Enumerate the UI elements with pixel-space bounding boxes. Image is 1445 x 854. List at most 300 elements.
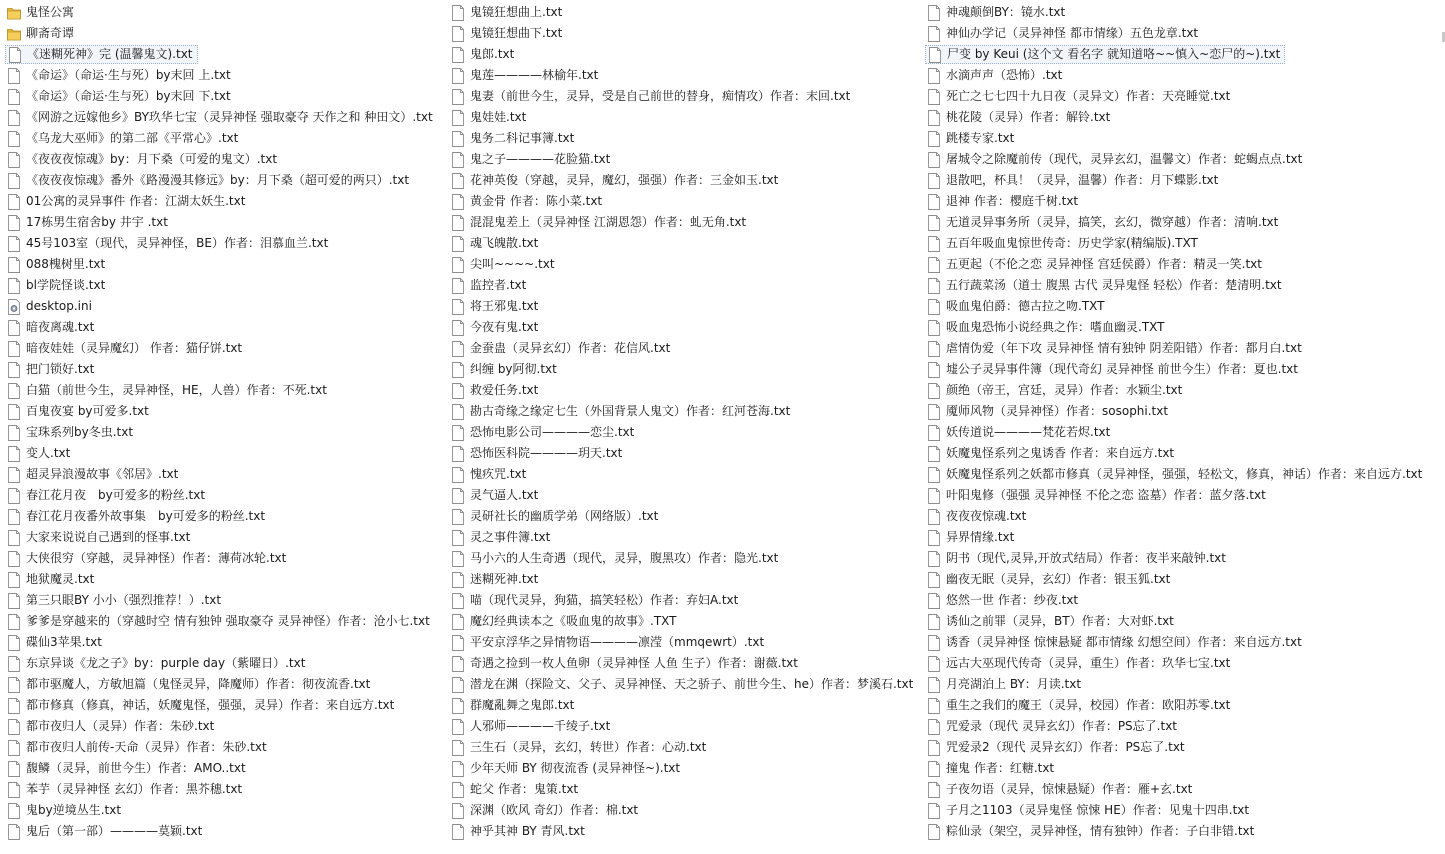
file-item[interactable] (451, 738, 706, 757)
text-file-icon (451, 89, 465, 105)
file-name-label: 45号103室（现代，灵异神怪，BE）作者：泪慕血兰.txt (26, 236, 329, 250)
text-file-icon (7, 89, 21, 105)
vertical-scrollbar[interactable] (1441, 0, 1445, 854)
file-name-label: 宝珠系列by冬虫.txt (26, 425, 134, 439)
file-name-label: 17栋男生宿舍by 井宇 .txt (26, 215, 168, 229)
file-item[interactable] (451, 759, 680, 778)
file-item[interactable] (7, 570, 94, 589)
file-name-label: 《夜夜夜惊魂》by：月下桑（可爱的鬼文）.txt (26, 152, 278, 166)
file-item[interactable] (451, 675, 913, 694)
text-file-icon (927, 278, 941, 294)
text-file-icon (927, 131, 941, 147)
text-file-icon (7, 341, 21, 357)
file-name-label: 喵（现代灵异，狗猫，搞笑轻松）作者：弃妇A.txt (470, 593, 739, 607)
file-name-label: 五更起（不伦之恋 灵异神怪 宫廷侯爵）作者：精灵一笑.txt (946, 257, 1262, 271)
file-name-label: 魔幻经典读本之《吸血鬼的故事》.TXT (470, 614, 677, 628)
text-file-icon (451, 404, 465, 420)
file-item[interactable] (927, 87, 1230, 106)
file-name-label: 死亡之七七四十九日夜（灵异文）作者：天亮睡觉.txt (946, 89, 1231, 103)
settings-file-icon (7, 299, 21, 315)
text-file-icon (7, 215, 21, 231)
text-file-icon (927, 551, 941, 567)
text-file-icon (7, 110, 21, 126)
file-item[interactable] (925, 45, 1285, 64)
file-item[interactable] (7, 255, 105, 274)
text-file-icon (927, 362, 941, 378)
file-name-label: 都市驱魔人，方敏旭篇（鬼怪灵异，降魔师）作者：彻夜流香.txt (26, 677, 371, 691)
text-file-icon (927, 614, 941, 630)
text-file-icon (927, 425, 941, 441)
text-file-icon (927, 152, 941, 168)
text-file-icon (451, 278, 465, 294)
text-file-icon (927, 257, 941, 273)
file-name-label: 灵之事件簿.txt (470, 530, 551, 544)
text-file-icon (451, 614, 465, 630)
file-item[interactable] (7, 717, 214, 736)
file-item[interactable] (451, 276, 526, 295)
file-name-label: 吸血鬼恐怖小说经典之作：嗜血幽灵.TXT (946, 320, 1165, 334)
file-item[interactable] (451, 507, 658, 526)
text-file-icon (7, 383, 21, 399)
text-file-icon (451, 467, 465, 483)
file-item[interactable] (7, 612, 430, 631)
text-file-icon (927, 530, 941, 546)
folder-icon (7, 5, 21, 21)
file-item[interactable] (451, 717, 610, 736)
text-file-icon (451, 362, 465, 378)
file-name-label: 聊斋奇谭 (26, 26, 75, 40)
file-item[interactable] (451, 213, 746, 232)
file-item[interactable] (927, 24, 1198, 43)
file-item[interactable] (927, 297, 1105, 316)
file-item[interactable] (451, 549, 778, 568)
file-name-label: 蛇父 作者：鬼策.txt (470, 782, 579, 796)
folder-item[interactable] (7, 24, 74, 43)
file-name-label: 灵气逼人.txt (470, 488, 539, 502)
file-item[interactable] (927, 192, 1078, 211)
file-name-label: 神魂颠倒BY：镜水.txt (946, 5, 1066, 19)
file-name-label: 颜绝（帝王，宫廷，灵异）作者：水颖尘.txt (946, 383, 1183, 397)
text-file-icon (927, 446, 941, 462)
file-item[interactable] (7, 423, 133, 442)
text-file-icon (451, 152, 465, 168)
file-name-label: 诱香（灵异神怪 惊悚悬疑 都市情缘 幻想空间）作者：来自远方.txt (946, 635, 1302, 649)
file-name-label: 爹爹是穿越来的（穿越时空 情有独钟 强取豪夺 灵异神怪）作者：沧小七.txt (26, 614, 430, 628)
file-name-label: 鬼镜狂想曲下.txt (470, 26, 563, 40)
file-item[interactable] (927, 738, 1185, 757)
file-name-label: 魇师风物（灵异神怪）作者：sosophi.txt (946, 404, 1169, 418)
text-file-icon (451, 698, 465, 714)
file-name-label: 都市夜归人前传-天命（灵异）作者：朱砂.txt (26, 740, 267, 754)
file-name-label: bl学院怪谈.txt (26, 278, 106, 292)
file-item[interactable] (451, 150, 610, 169)
file-item[interactable] (451, 654, 798, 673)
file-name-label: 潜龙在渊（探险文、父子、灵异神怪、天之骄子、前世今生、he）作者：梦溪石.txt (470, 677, 914, 691)
file-item[interactable] (451, 87, 850, 106)
file-item[interactable] (451, 465, 526, 484)
file-item[interactable] (451, 780, 578, 799)
text-file-icon (927, 341, 941, 357)
text-file-icon (927, 89, 941, 105)
file-name-label: 鬼怪公寓 (26, 5, 75, 19)
file-name-label: 大侠很穷（穿越，灵异神怪）作者：薄荷冰轮.txt (26, 551, 287, 565)
file-item[interactable] (451, 402, 790, 421)
file-name-label: 少年天师 BY 彻夜流香 (灵异神怪~).txt (470, 761, 681, 775)
file-name-label: 诱仙之前罪（灵异，BT）作者：大对虾.txt (946, 614, 1174, 628)
file-name-label: 大家来说说自己遇到的怪事.txt (26, 530, 191, 544)
file-item[interactable] (7, 696, 394, 715)
file-item[interactable] (7, 675, 370, 694)
file-item[interactable] (7, 129, 238, 148)
text-file-icon (451, 257, 465, 273)
text-file-icon (7, 257, 21, 273)
text-file-icon (927, 383, 941, 399)
file-name-label: 救爱任务.txt (470, 383, 539, 397)
file-item[interactable] (927, 465, 1422, 484)
file-item[interactable] (7, 465, 178, 484)
text-file-icon (451, 26, 465, 42)
file-item[interactable] (451, 108, 526, 127)
file-item[interactable] (927, 486, 1266, 505)
file-item[interactable] (927, 171, 1218, 190)
file-item[interactable] (927, 213, 1278, 232)
text-file-icon (7, 488, 21, 504)
text-file-icon (451, 593, 465, 609)
file-item[interactable] (7, 360, 94, 379)
file-item[interactable] (927, 549, 1226, 568)
text-file-icon (927, 488, 941, 504)
file-item[interactable] (927, 129, 1014, 148)
file-item[interactable] (451, 66, 598, 85)
file-item[interactable] (927, 339, 1302, 358)
file-name-label: 愧疚咒.txt (470, 467, 527, 481)
file-item[interactable] (451, 360, 557, 379)
file-item[interactable] (7, 528, 190, 547)
file-name-label: 五行蔬菜汤（道士 腹黑 古代 灵异鬼怪 轻松）作者：楚清明.txt (946, 278, 1282, 292)
text-file-icon (451, 509, 465, 525)
file-item[interactable] (927, 822, 1254, 841)
file-item[interactable] (927, 591, 1078, 610)
file-item[interactable] (7, 234, 328, 253)
file-name-label: 水滴声声（恐怖）.txt (946, 68, 1063, 82)
file-item[interactable] (927, 675, 1081, 694)
file-item[interactable] (7, 171, 409, 190)
file-name-label: 东京异谈《龙之子》by：purple day（紫曜日）.txt (26, 656, 306, 670)
text-file-icon (7, 278, 21, 294)
file-name-label: 人邪师————千绫子.txt (470, 719, 611, 733)
file-name-label: 平安京浮华之异情物语————凛滢（mmqewrt）.txt (470, 635, 765, 649)
text-file-icon (927, 635, 941, 651)
file-item[interactable] (7, 339, 242, 358)
file-item[interactable] (7, 402, 149, 421)
file-name-label: 苯芋（灵异神怪 玄幻）作者：黑芥穗.txt (26, 782, 243, 796)
file-item[interactable] (7, 192, 245, 211)
file-name-label: 叶阳鬼修（强强 灵异神怪 不伦之恋 盗墓）作者：蓝夕落.txt (946, 488, 1266, 502)
file-item[interactable] (451, 423, 634, 442)
text-file-icon (927, 656, 941, 672)
file-item[interactable] (451, 45, 514, 64)
file-item[interactable] (451, 3, 562, 22)
file-name-label: 跳楼专家.txt (946, 131, 1015, 145)
file-name-label: 恐怖电影公司————恋尘.txt (470, 425, 635, 439)
file-name-label: 春江花月夜 by可爱多的粉丝.txt (26, 488, 206, 502)
file-name-label: 马小六的人生奇遇（现代，灵异，腹黑攻）作者：隐光.txt (470, 551, 779, 565)
file-name-label: 咒爱录（现代 灵异玄幻）作者：PS忘了.txt (946, 719, 1177, 733)
file-item[interactable] (7, 213, 168, 232)
file-item[interactable] (451, 24, 562, 43)
file-item[interactable] (451, 339, 670, 358)
file-item[interactable] (7, 654, 305, 673)
text-file-icon (451, 131, 465, 147)
file-item[interactable] (5, 45, 198, 64)
file-item[interactable] (451, 255, 555, 274)
file-item[interactable] (927, 528, 1014, 547)
file-name-label: 今夜有鬼.txt (470, 320, 539, 334)
file-name-label: 吸血鬼伯爵：德古拉之吻.TXT (946, 299, 1105, 313)
file-item[interactable] (451, 801, 638, 820)
text-file-icon (927, 236, 941, 252)
file-name-label: 鬼郎.txt (470, 47, 515, 61)
text-file-icon (7, 719, 21, 735)
file-name-label: 妖魔鬼怪系列之妖都市修真（灵异神怪，强强，轻松文，修真，神话）作者：来自远方.txt (946, 467, 1423, 481)
file-name-label: 远古大巫现代传奇（灵异，重生）作者：玖华七宝.txt (946, 656, 1231, 670)
text-file-icon (451, 215, 465, 231)
file-name-label: 退神 作者：樱庭千树.txt (946, 194, 1079, 208)
text-file-icon (451, 68, 465, 84)
text-file-icon (7, 530, 21, 546)
file-item[interactable] (7, 318, 94, 337)
text-file-icon (451, 425, 465, 441)
text-file-icon (8, 47, 22, 63)
file-name-label: 第三只眼BY 小小（强烈推荐！）.txt (26, 593, 222, 607)
file-name-label: 子夜勿语（灵异，惊悚悬疑）作者：雁+玄.txt (946, 782, 1193, 796)
file-item[interactable] (451, 612, 677, 631)
file-name-label: 变人.txt (26, 446, 71, 460)
file-item[interactable] (7, 738, 267, 757)
text-file-icon (7, 404, 21, 420)
file-item[interactable] (7, 87, 231, 106)
file-name-label: 春江花月夜番外故事集 by可爱多的粉丝.txt (26, 509, 266, 523)
file-item[interactable] (927, 276, 1282, 295)
text-file-icon (7, 551, 21, 567)
file-item[interactable] (7, 297, 92, 316)
file-item[interactable] (451, 486, 538, 505)
file-name-label: desktop.ini (26, 299, 92, 313)
file-name-label: 088槐树里.txt (26, 257, 106, 271)
file-item[interactable] (927, 255, 1262, 274)
file-item[interactable] (451, 528, 550, 547)
file-name-label: 把门锁好.txt (26, 362, 95, 376)
text-file-icon (7, 446, 21, 462)
text-file-icon (7, 236, 21, 252)
file-item[interactable] (927, 507, 1026, 526)
file-item[interactable] (927, 801, 1249, 820)
file-item[interactable] (7, 780, 242, 799)
text-file-icon (7, 194, 21, 210)
file-name-label: 深渊（欧风 奇幻）作者：棉.txt (470, 803, 639, 817)
text-file-icon (927, 740, 941, 756)
text-file-icon (451, 110, 465, 126)
file-item[interactable] (927, 570, 1170, 589)
file-item[interactable] (927, 612, 1174, 631)
file-name-label: 鬼务二科记事簿.txt (470, 131, 575, 145)
file-name-label: 鬼莲————林榆年.txt (470, 68, 599, 82)
file-item[interactable] (451, 591, 738, 610)
file-item[interactable] (451, 129, 574, 148)
text-file-icon (7, 131, 21, 147)
text-file-icon (927, 719, 941, 735)
file-item[interactable] (451, 381, 538, 400)
file-item[interactable] (927, 66, 1062, 85)
file-name-label: 《乌龙大巫师》的第二部《平常心》.txt (26, 131, 239, 145)
file-name-label: 《命运》（命运·生与死）by末回 下.txt (26, 89, 231, 103)
text-file-icon (451, 677, 465, 693)
file-item[interactable] (927, 402, 1168, 421)
file-name-label: 妖传道说————梵花若烬.txt (946, 425, 1111, 439)
file-name-label: 魂飞魄散.txt (470, 236, 539, 250)
file-item[interactable] (451, 633, 764, 652)
file-name-label: 《网游之远嫁他乡》BY玖华七宝（灵异神怪 强取豪夺 天作之和 种田文）.txt (26, 110, 433, 124)
file-name-label: 鬼镜狂想曲上.txt (470, 5, 563, 19)
file-item[interactable] (451, 696, 574, 715)
file-item[interactable] (927, 654, 1230, 673)
text-file-icon (7, 572, 21, 588)
text-file-icon (7, 698, 21, 714)
file-item[interactable] (927, 444, 1174, 463)
file-name-label: 恐怖医科院————玥天.txt (470, 446, 623, 460)
file-name-label: 悠然一世 作者：纱夜.txt (946, 593, 1079, 607)
file-name-label: 尖叫~~~~.txt (470, 257, 555, 271)
file-name-label: 金蚕蛊（灵异玄幻）作者：花信风.txt (470, 341, 671, 355)
file-item[interactable] (927, 423, 1110, 442)
file-name-label: 迷糊死神.txt (470, 572, 539, 586)
file-name-label: 《迷糊死神》完 (温馨鬼文).txt (27, 47, 193, 61)
folder-item[interactable] (7, 3, 74, 22)
file-name-label: 《夜夜夜惊魂》番外《路漫漫其修远》by：月下桑（超可爱的两只）.txt (26, 173, 410, 187)
file-item[interactable] (451, 570, 538, 589)
file-name-label: 白猫（前世今生，灵异神怪，HE，人兽）作者：不死.txt (26, 383, 327, 397)
file-item[interactable] (927, 780, 1192, 799)
file-item[interactable] (927, 150, 1302, 169)
text-file-icon (451, 5, 465, 21)
file-item[interactable] (7, 633, 102, 652)
text-file-icon (7, 362, 21, 378)
file-item[interactable] (7, 591, 221, 610)
text-file-icon (451, 551, 465, 567)
text-file-icon (451, 782, 465, 798)
text-file-icon (7, 467, 21, 483)
file-item[interactable] (7, 507, 265, 526)
file-item[interactable] (451, 444, 622, 463)
text-file-icon (7, 656, 21, 672)
file-item[interactable] (927, 234, 1198, 253)
file-item[interactable] (927, 381, 1182, 400)
file-item[interactable] (451, 297, 538, 316)
text-file-icon (451, 47, 465, 63)
file-item[interactable] (7, 108, 433, 127)
text-file-icon (451, 761, 465, 777)
file-item[interactable] (451, 234, 538, 253)
text-file-icon (927, 698, 941, 714)
file-item[interactable] (7, 444, 70, 463)
file-name-label: 退散吧，杯具！（灵异，温馨）作者：月下蝶影.txt (946, 173, 1219, 187)
file-name-label: 将王邪鬼.txt (470, 299, 539, 313)
text-file-icon (451, 173, 465, 189)
file-name-label: 子月之1103（灵异鬼怪 惊悚 HE）作者：见鬼十四串.txt (946, 803, 1250, 817)
file-item[interactable] (7, 150, 277, 169)
file-item[interactable] (7, 66, 231, 85)
file-name-label: 都市修真（修真，神话，妖魔鬼怪，强强，灵异）作者：来自远方.txt (26, 698, 395, 712)
text-file-icon (451, 320, 465, 336)
folder-icon (7, 26, 21, 42)
file-name-label: 夜夜夜惊魂.txt (946, 509, 1027, 523)
text-file-icon (927, 572, 941, 588)
text-file-icon (451, 824, 465, 840)
file-name-label: 阴书（现代,灵异,开放式结局）作者：夜半来敲钟.txt (946, 551, 1226, 565)
file-item[interactable] (927, 3, 1065, 22)
file-name-label: 桃花陵（灵异）作者：解铃.txt (946, 110, 1111, 124)
text-file-icon (927, 215, 941, 231)
text-file-icon (451, 383, 465, 399)
text-file-icon (451, 446, 465, 462)
file-item[interactable] (927, 717, 1177, 736)
text-file-icon (927, 677, 941, 693)
file-item[interactable] (7, 486, 205, 505)
file-item[interactable] (7, 801, 121, 820)
file-item[interactable] (7, 549, 286, 568)
file-name-label: 咒爱录2（现代 灵异玄幻）作者：PS忘了.txt (946, 740, 1185, 754)
file-item[interactable] (451, 318, 538, 337)
file-item[interactable] (451, 192, 602, 211)
file-name-label: 虐情伪爱（年下攻 灵异神怪 情有独钟 阴差阳错）作者：都月白.txt (946, 341, 1302, 355)
file-item[interactable] (927, 318, 1165, 337)
file-item[interactable] (927, 759, 1054, 778)
file-name-label: 监控者.txt (470, 278, 527, 292)
file-item[interactable] (7, 381, 327, 400)
file-item[interactable] (7, 276, 105, 295)
file-item[interactable] (7, 822, 202, 841)
file-name-label: 百鬼夜宴 by可爱多.txt (26, 404, 149, 418)
text-file-icon (927, 404, 941, 420)
file-name-label: 混混鬼差上（灵异神怪 江湖恩怨）作者：虬无角.txt (470, 215, 747, 229)
text-file-icon (7, 740, 21, 756)
file-name-label: 都市夜归人（灵异）作者：朱砂.txt (26, 719, 215, 733)
file-name-label: 神乎其神 BY 青风.txt (470, 824, 585, 838)
text-file-icon (451, 194, 465, 210)
file-name-label: 碟仙3苹果.txt (26, 635, 102, 649)
file-name-label: 暗夜离魂.txt (26, 320, 95, 334)
text-file-icon (451, 299, 465, 315)
file-item[interactable] (927, 633, 1302, 652)
file-name-label: 花神英俊（穿越，灵异，魔幻，强强）作者：三金如玉.txt (470, 173, 779, 187)
text-file-icon (927, 320, 941, 336)
file-item[interactable] (7, 759, 246, 778)
text-file-icon (7, 425, 21, 441)
file-item[interactable] (451, 822, 585, 841)
text-file-icon (451, 803, 465, 819)
text-file-icon (928, 47, 942, 63)
text-file-icon (7, 824, 21, 840)
file-name-label: 幽夜无眠（灵异，玄幻）作者：银玉狐.txt (946, 572, 1171, 586)
file-item[interactable] (927, 360, 1298, 379)
file-item[interactable] (927, 108, 1110, 127)
text-file-icon (7, 509, 21, 525)
file-item[interactable] (927, 696, 1230, 715)
text-file-icon (451, 719, 465, 735)
file-item[interactable] (451, 171, 778, 190)
text-file-icon (7, 593, 21, 609)
file-name-label: 超灵异浪漫故事《邻居》.txt (26, 467, 179, 481)
